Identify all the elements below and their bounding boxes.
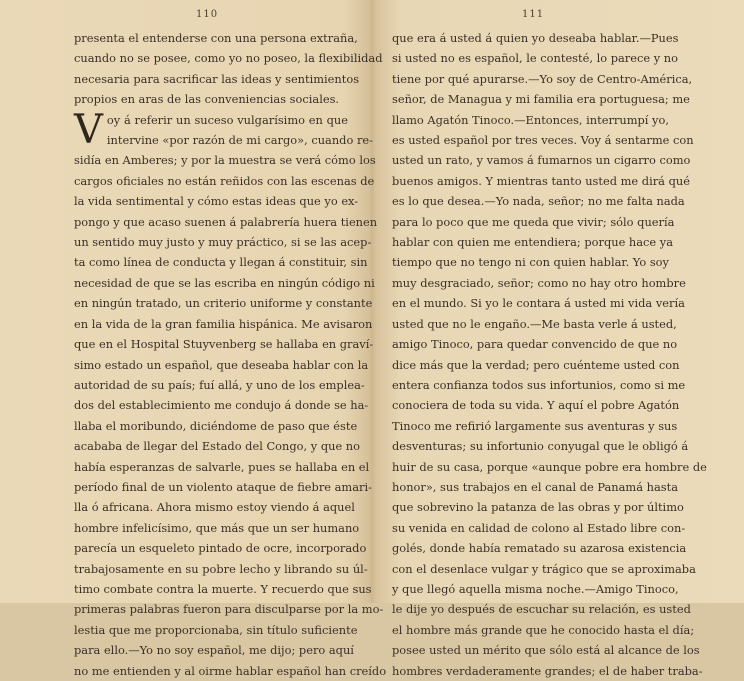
text-line: honor», sus trabajos en el canal de Panamá hasta <box>392 479 678 494</box>
text-line: llaba el moribundo, diciéndome de paso que éste <box>74 418 358 433</box>
text-line: propios en aras de las conveniencias sociales. <box>74 92 340 107</box>
text-line: ta como línea de conducta y llegan á constituir, sin <box>74 255 368 270</box>
text-line: buenos amigos. Y mientras tanto usted me dirá qué <box>392 173 690 188</box>
text-line: para lo poco que me queda que vivir; sólo quería <box>392 214 675 229</box>
text-line: acababa de llegar del Estado del Congo, y que no <box>74 439 361 454</box>
text-line: golés, donde había rematado su azarosa existencia <box>392 541 687 556</box>
text-line: lestia que me proporcionaba, sin título suficiente <box>74 622 358 637</box>
text-line: necesidad de que se las escriba en ningún código ni <box>74 275 375 290</box>
text-line: sidía en Amberes; y por la muestra se verá cómo los <box>74 153 376 168</box>
text-line: en el mundo. Si yo le contara á usted mi vida vería <box>392 296 685 311</box>
text-line: amigo Tinoco, para quedar convencido de que no <box>392 337 678 352</box>
text-line: presenta el entenderse con una persona extraña, <box>74 31 358 45</box>
page-number: 110 <box>196 9 219 20</box>
text-line: oy á referir un suceso vulgarísimo en que <box>106 112 348 127</box>
text-line: cargos oficiales no están reñidos con las escenas de <box>74 173 375 188</box>
right-page <box>372 0 744 678</box>
text-line: había esperanzas de salvarle, pues se hallaba en el <box>74 459 370 474</box>
dropcap-paragraph <box>74 106 373 153</box>
text-line: lla ó africana. Ahora mismo estoy viendo á aquel <box>74 500 355 515</box>
text-line: autoridad de su país; fuí allá, y uno de los emplea- <box>74 377 365 392</box>
text-line: período final de un violento ataque de fiebre amari- <box>74 479 372 494</box>
text-line: parecía un esqueleto pintado de ocre, incorporado <box>74 541 367 556</box>
text-line: trabajosamente en su pobre lecho y librando su úl- <box>74 561 368 576</box>
text-line: timo combate contra la muerte. Y recuerdo que sus <box>74 581 372 596</box>
text-line: para ello.—Yo no soy español, me dijo; pero aquí <box>74 643 354 658</box>
text-line: con el desenlace vulgar y trágico que se aproximaba <box>392 561 696 576</box>
text-line: cuando no se posee, como yo no poseo, la flexibilidad <box>74 51 383 66</box>
text-line: que sobrevino la patanza de las obras y por último <box>392 500 684 515</box>
text-line: llamo Agatón Tinoco.—Entonces, interrumpí yo, <box>392 112 669 127</box>
text-line: simo estado un español, que deseaba hablar con la <box>74 357 369 372</box>
text-line: posee usted un mérito que sólo está al alcance de los <box>392 643 700 658</box>
text-line: dice más que la verdad; pero cuénteme usted con <box>392 357 680 372</box>
text-line: que era á usted á quien yo deseaba hablar.—Pues <box>392 31 679 45</box>
text-line: primeras palabras fueron para disculparse por la mo- <box>74 602 384 617</box>
text-line: desventuras; su infortunio conyugal que le obligó á <box>392 439 689 454</box>
text-line: la vida sentimental y cómo estas ideas que yo ex- <box>74 194 359 209</box>
text-line: el hombre más grande que he conocido hasta el día; <box>392 622 695 637</box>
text-line: un sentido muy justo y muy práctico, si se las acep- <box>74 235 372 250</box>
text-line: en la vida de la gran familia hispánica. Me avisaron <box>74 316 373 331</box>
text-line: hombre infelicísimo, que más que un ser humano <box>74 520 360 535</box>
text-line: Tinoco me refirió largamente sus aventuras y sus <box>392 418 678 433</box>
text-line: usted que no le engaño.—Me basta verle á usted, <box>392 316 677 331</box>
text-line: es lo que desea.—Yo nada, señor; no me falta nada <box>392 194 685 209</box>
text-line: muy desgraciado, señor; como no hay otro hombre <box>392 275 686 290</box>
text-line: conociera de toda su vida. Y aquí el pobre Agatón <box>392 398 680 413</box>
text-line: pongo y que acaso suenen á palabrería huera tienen <box>74 214 378 229</box>
text-line: en ningún tratado, un criterio uniforme y constante <box>74 296 373 311</box>
text-line: que en el Hospital Stuyvenberg se hallaba en graví- <box>74 337 374 352</box>
text-line: huir de su casa, porque «aunque pobre era hombre de <box>392 459 707 474</box>
page-number: 111 <box>522 9 545 20</box>
text-line: le dije yo después de escuchar su relación, es usted <box>392 602 691 617</box>
text-line: intervine «por razón de mi cargo», cuando re- <box>106 133 373 148</box>
text-line: tiene por qué apurarse.—Yo soy de Centro-América, <box>392 71 693 86</box>
text-line: y que llegó aquella misma noche.—Amigo Tinoco, <box>392 581 679 596</box>
text-line: no me entienden y al oirme hablar español han creído <box>74 663 387 678</box>
drop-cap: V <box>74 106 103 153</box>
text-line: hablar con quien me entendiera; porque hace ya <box>392 235 674 250</box>
text-line: tiempo que no tengo ni con quien hablar. Yo soy <box>392 255 669 270</box>
page-text <box>392 28 707 681</box>
page-text <box>74 28 387 681</box>
text-line: hombres verdaderamente grandes; el de haber traba- <box>392 663 703 678</box>
text-line: su venida en calidad de colono al Estado libre con- <box>392 520 686 535</box>
text-line: necesaria para sacrificar las ideas y sentimientos <box>74 71 360 86</box>
text-line: dos del establecimiento me condujo á donde se ha- <box>74 398 369 413</box>
text-line: si usted no es español, le contesté, lo parece y no <box>392 51 678 66</box>
text-line: señor, de Managua y mi familia era portuguesa; me <box>392 92 690 107</box>
text-line: es usted español por tres veces. Voy á sentarme con <box>392 133 694 148</box>
text-line: usted un rato, y vamos á fumarnos un cigarro como <box>392 153 691 168</box>
text-line: entera confianza todos sus infortunios, como si me <box>392 377 686 392</box>
